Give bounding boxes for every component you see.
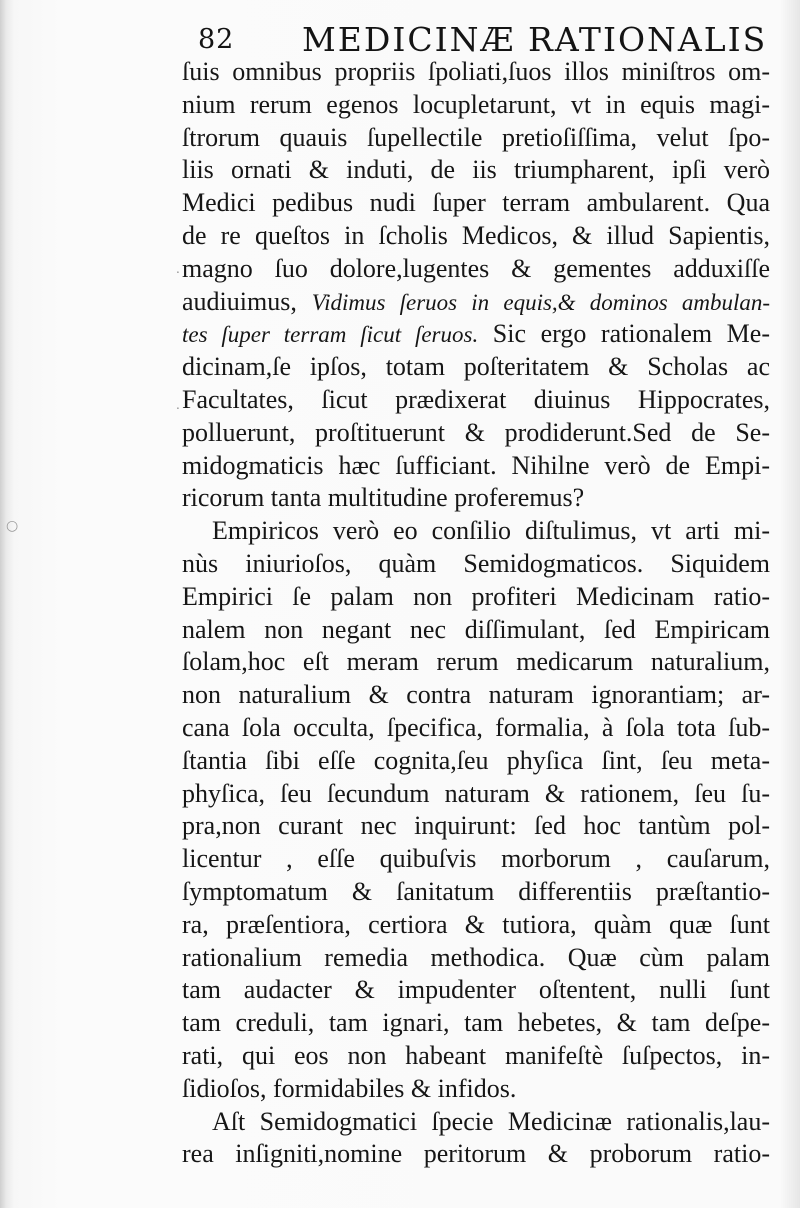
text-line: ra, præſentiora, certiora & tutiora, quàm quæ ſunt xyxy=(182,909,770,939)
text-line: rationalium remedia methodica. Quæ cùm palam xyxy=(182,942,770,972)
paragraph-end-line: ricorum tanta multitudine proferemus? xyxy=(182,483,585,513)
text-line: nùs iniurioſos, quàm Semidogmaticos. Siquidem xyxy=(182,548,770,578)
text-line: ſymptomatum & ſanitatum differentiis præſtantio- xyxy=(182,876,770,906)
page-number: 82 xyxy=(198,24,235,55)
roman-text: audiuimus, xyxy=(182,286,312,316)
text-line: ſolam,hoc eſt meram rerum medicarum naturalium, xyxy=(182,647,770,677)
text-line: licentur , eſſe quibuſvis morborum , cauſarum, xyxy=(182,844,770,874)
text-line: midogmaticis hæc ſufficiant. Nihilne verò de Empi- xyxy=(182,450,770,480)
text-line: tam creduli, tam ignari, tam hebetes, & tam deſpe- xyxy=(182,1008,770,1038)
paragraph-start-line: Empiricos verò eo conſilio diſtulimus, vt arti mi- xyxy=(212,516,770,546)
text-line: pra,non curant nec inquirunt: ſed hoc tantùm pol- xyxy=(182,811,770,841)
text-line: ſtantia ſibi eſſe cognita,ſeu phyſica ſint, ſeu meta- xyxy=(182,745,770,775)
text-line: phyſica, ſeu ſecundum naturam & rationem, ſeu ſu- xyxy=(182,778,770,808)
italic-quotation: tes ſuper terram ſicut ſeruos. xyxy=(182,322,479,348)
italic-quotation: Vidimus ſeruos in equis,& dominos ambulan- xyxy=(311,289,770,315)
text-line: polluerunt, proſtituerunt & prodiderunt.Sed de Se- xyxy=(182,417,770,447)
text-line: magno ſuo dolore,lugentes & gementes adduxiſſe xyxy=(182,253,770,283)
paragraph-end-line: ſidioſos, formidabiles & infidos. xyxy=(182,1073,517,1103)
text-line: non naturalium & contra naturam ignorantiam; ar- xyxy=(182,680,770,710)
text-line: rati, qui eos non habeant manifeſtè ſuſpectos, in- xyxy=(182,1040,770,1070)
text-line: Facultates, ſicut prædixerat diuinus Hippocrates, xyxy=(182,384,770,414)
running-head: MEDICINÆ RATIONALIS xyxy=(302,20,768,59)
paragraph-start-line: Aſt Semidogmatici ſpecie Medicinæ rationalis,lau- xyxy=(212,1106,770,1136)
roman-text: Sic ergo rationalem Me- xyxy=(478,319,770,349)
text-line: ſtrorum quauis ſupellectile pretioſiſſima, velut ſpo- xyxy=(182,122,770,152)
text-line: tam audacter & impudenter oſtentent, nulli ſunt xyxy=(182,975,770,1005)
text-line: Medici pedibus nudi ſuper terram ambularent. Qua xyxy=(182,188,770,218)
text-line: rea inſigniti,nomine peritorum & proborum ratio- xyxy=(182,1139,770,1169)
ink-speck: . xyxy=(176,398,180,412)
text-line: ſuis omnibus propriis ſpoliati,ſuos illos miniſtros om- xyxy=(182,57,770,86)
text-line: de re queſtos in ſcholis Medicos, & illud Sapientis, xyxy=(182,220,770,250)
text-line: nium rerum egenos locupletarunt, vt in equis magi- xyxy=(182,89,770,119)
margin-speck: ○ xyxy=(6,518,19,534)
ink-speck: . xyxy=(176,262,180,276)
body-text xyxy=(182,56,770,1171)
text-line: dicinam,ſe ipſos, totam poſteritatem & Scholas ac xyxy=(182,352,770,382)
text-line: Empirici ſe palam non profiteri Medicinam ratio- xyxy=(182,581,770,611)
text-line: liis ornati & induti, de iis triumpharent, ipſi verò xyxy=(182,155,770,185)
text-line-mixed xyxy=(182,286,770,319)
text-line: cana ſola occulta, ſpecifica, formalia, à ſola tota ſub- xyxy=(182,712,770,742)
text-line-mixed xyxy=(182,318,770,351)
text-line: nalem non negant nec diſſimulant, ſed Empiricam xyxy=(182,614,770,644)
